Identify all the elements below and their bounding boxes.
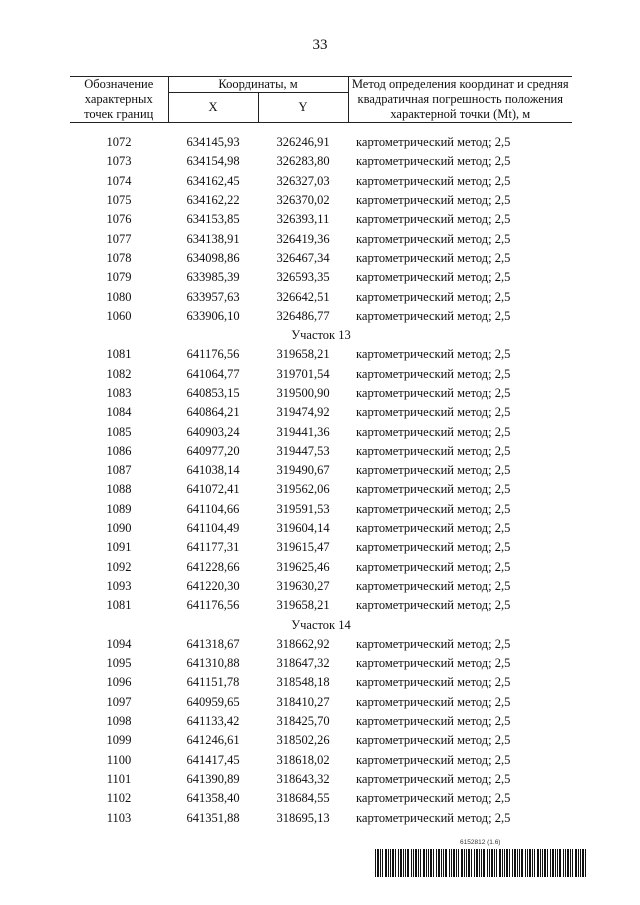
coord-y: 319474,92 [276, 405, 330, 420]
coord-y: 319615,47 [276, 540, 330, 555]
coord-x: 640853,15 [186, 386, 240, 400]
coord-x: 641064,77 [186, 366, 240, 381]
coord-y: 326486,77 [276, 308, 330, 323]
table-row [70, 365, 572, 384]
coord-x: 641104,66 [186, 501, 240, 516]
coord-y: 319658,21 [276, 347, 330, 362]
table-row [70, 287, 572, 306]
coord-x: 641133,42 [186, 714, 240, 729]
point-id: 1087 [106, 463, 132, 478]
method-cell: картометрический метод; 2,5 [356, 578, 511, 593]
coord-x: 641351,88 [186, 810, 240, 825]
table-row [70, 172, 572, 191]
method-cell: картометрический метод; 2,5 [356, 366, 511, 381]
header-y: Y [258, 93, 348, 123]
table-row [70, 229, 572, 248]
section-row [70, 615, 572, 634]
coord-x: 641176,56 [186, 347, 240, 362]
point-id: 1101 [106, 771, 132, 786]
method-cell: картометрический метод; 2,5 [356, 501, 511, 516]
point-id: 1092 [106, 559, 132, 574]
point-id: 1081 [106, 347, 132, 362]
method-cell: картометрический метод; 2,5 [356, 521, 511, 536]
method-cell: картометрический метод; 2,5 [356, 733, 511, 748]
coord-x: 633985,39 [186, 270, 240, 285]
coord-y: 318410,27 [276, 694, 330, 709]
coord-y: 319441,36 [276, 424, 330, 439]
coord-y: 319447,53 [276, 443, 330, 458]
coord-x: 634154,98 [186, 154, 240, 169]
table-row [70, 519, 572, 538]
coord-x: 641220,30 [186, 578, 240, 593]
coord-y: 319658,21 [276, 598, 330, 613]
table-row [70, 770, 572, 789]
coord-y: 319625,46 [276, 559, 330, 574]
method-cell: картометрический метод; 2,5 [356, 347, 511, 362]
coord-y: 318618,02 [276, 752, 330, 767]
coord-x: 634153,85 [186, 212, 240, 227]
method-cell: картометрический метод; 2,5 [356, 424, 511, 439]
table-row [70, 731, 572, 750]
table-row [70, 558, 572, 577]
method-cell: картометрический метод; 2,5 [356, 675, 511, 690]
method-cell: картометрический метод; 2,5 [356, 771, 511, 786]
page-number: 33 [312, 37, 328, 53]
table-row [70, 422, 572, 441]
point-id: 1085 [106, 424, 132, 439]
coord-y: 326370,02 [276, 193, 330, 208]
point-id: 1060 [106, 308, 132, 323]
table-row [70, 673, 572, 692]
point-id: 1098 [106, 714, 132, 729]
coord-x: 634162,45 [186, 173, 240, 188]
coord-x: 641228,66 [186, 559, 240, 574]
point-id: 1082 [106, 366, 132, 381]
point-id: 1084 [106, 405, 132, 420]
point-id: 1088 [106, 482, 132, 497]
table-row [70, 152, 572, 171]
point-id: 1090 [106, 521, 132, 536]
coord-y: 318643,32 [276, 771, 330, 786]
table-row [70, 808, 572, 827]
table-row [70, 654, 572, 673]
point-id: 1076 [106, 212, 132, 227]
coord-x: 633906,10 [186, 308, 240, 323]
point-id: 1077 [106, 231, 132, 246]
method-cell: картометрический метод; 2,5 [356, 173, 511, 188]
point-id: 1102 [106, 791, 132, 806]
method-cell: картометрический метод; 2,5 [356, 308, 511, 323]
point-id: 1083 [106, 386, 132, 400]
section-row [70, 326, 572, 345]
point-id: 1091 [106, 540, 132, 555]
coord-y: 318502,26 [276, 733, 330, 748]
coord-y: 326642,51 [276, 289, 330, 304]
point-id: 1078 [106, 250, 132, 265]
coord-x: 641176,56 [186, 598, 240, 613]
coord-y: 318695,13 [276, 810, 330, 825]
coord-x: 641417,45 [186, 752, 240, 767]
method-cell: картометрический метод; 2,5 [356, 193, 511, 208]
header-method: Метод определения координат и средняя квадратичная погрешность положения характерной точки (Mt), м [348, 77, 572, 123]
table-row [70, 480, 572, 499]
coord-y: 326593,35 [276, 270, 330, 285]
coord-y: 326419,36 [276, 231, 330, 246]
method-cell: картометрический метод; 2,5 [356, 405, 511, 420]
method-cell: картометрический метод; 2,5 [356, 540, 511, 555]
table-row [70, 403, 572, 422]
method-cell: картометрический метод; 2,5 [356, 559, 511, 574]
table-row [70, 577, 572, 596]
method-cell: картометрический метод; 2,5 [356, 250, 511, 265]
table-row [70, 693, 572, 712]
method-cell: картометрический метод; 2,5 [356, 694, 511, 709]
table-row [70, 191, 572, 210]
coord-y: 326283,80 [276, 154, 330, 169]
point-id: 1100 [106, 752, 132, 767]
method-cell: картометрический метод; 2,5 [356, 231, 511, 246]
coord-x: 641151,78 [186, 675, 240, 690]
point-id: 1103 [106, 810, 132, 825]
coord-x: 640959,65 [186, 694, 240, 709]
coord-y: 326393,11 [276, 212, 330, 227]
point-id: 1079 [106, 270, 132, 285]
point-id: 1081 [106, 598, 132, 613]
point-id: 1080 [106, 289, 132, 304]
method-cell: картометрический метод; 2,5 [356, 714, 511, 729]
coord-y: 319701,54 [276, 366, 330, 381]
method-cell: картометрический метод; 2,5 [356, 289, 511, 304]
point-id: 1073 [106, 154, 132, 169]
header-x: X [168, 93, 258, 123]
coord-y: 318548,18 [276, 675, 330, 690]
section-title: Участок 13 [291, 328, 351, 343]
point-id: 1075 [106, 193, 132, 208]
table-row [70, 210, 572, 229]
coord-y: 319490,67 [276, 463, 330, 478]
coord-y: 319591,53 [276, 501, 330, 516]
point-id: 1094 [106, 636, 132, 651]
table-row [70, 307, 572, 326]
header-point-designation: Обозначение характерных точек границ [70, 77, 168, 123]
coord-x: 641318,67 [186, 636, 240, 651]
coordinates-table [70, 76, 572, 828]
point-id: 1074 [106, 173, 132, 188]
point-id: 1086 [106, 443, 132, 458]
coord-x: 641104,49 [186, 521, 240, 536]
point-id: 1099 [106, 733, 132, 748]
table-row [70, 384, 572, 403]
method-cell: картометрический метод; 2,5 [356, 656, 511, 671]
coord-x: 640903,24 [186, 424, 240, 439]
coord-x: 634138,91 [186, 231, 240, 246]
table-row [70, 133, 572, 152]
table-header [70, 77, 572, 134]
method-cell: картометрический метод; 2,5 [356, 752, 511, 767]
method-cell: картометрический метод; 2,5 [356, 154, 511, 169]
coord-x: 641038,14 [186, 463, 240, 478]
coord-y: 319604,14 [276, 521, 330, 536]
point-id: 1095 [106, 656, 132, 671]
method-cell: картометрический метод; 2,5 [356, 463, 511, 478]
method-cell: картометрический метод; 2,5 [356, 270, 511, 285]
method-cell: картометрический метод; 2,5 [356, 598, 511, 613]
coord-x: 641177,31 [186, 540, 240, 555]
coord-x: 641390,89 [186, 771, 240, 786]
table-row [70, 751, 572, 770]
method-cell: картометрический метод; 2,5 [356, 810, 511, 825]
table-row [70, 442, 572, 461]
coord-x: 633957,63 [186, 289, 240, 304]
coord-x: 640977,20 [186, 443, 240, 458]
coord-y: 318425,70 [276, 714, 330, 729]
coord-y: 318662,92 [276, 636, 330, 651]
method-cell: картометрический метод; 2,5 [356, 443, 511, 458]
document-code: 6152812 (1.6) [460, 839, 501, 846]
point-id: 1097 [106, 694, 132, 709]
coord-x: 641358,40 [186, 791, 240, 806]
table-row [70, 345, 572, 364]
table-row [70, 500, 572, 519]
barcode [375, 849, 589, 877]
coord-x: 634145,93 [186, 135, 240, 150]
table-row [70, 268, 572, 287]
table-row [70, 461, 572, 480]
coord-x: 640864,21 [186, 405, 240, 420]
coord-x: 641072,41 [186, 482, 240, 497]
method-cell: картометрический метод; 2,5 [356, 212, 511, 227]
header-coordinates: Координаты, м [168, 77, 348, 93]
table-row [70, 596, 572, 615]
table-row [70, 635, 572, 654]
table-row [70, 712, 572, 731]
coord-y: 319630,27 [276, 578, 330, 593]
table-row [70, 789, 572, 808]
method-cell: картометрический метод; 2,5 [356, 791, 511, 806]
point-id: 1089 [106, 501, 132, 516]
point-id: 1072 [106, 135, 132, 150]
table-body [70, 133, 572, 828]
table-row [70, 538, 572, 557]
method-cell: картометрический метод; 2,5 [356, 636, 511, 651]
coord-y: 318684,55 [276, 791, 330, 806]
coord-y: 319562,06 [276, 482, 330, 497]
coord-y: 319500,90 [276, 386, 330, 400]
method-cell: картометрический метод; 2,5 [356, 135, 511, 150]
point-id: 1093 [106, 578, 132, 593]
coord-y: 326327,03 [276, 173, 330, 188]
table-row [70, 249, 572, 268]
section-title: Участок 14 [291, 617, 351, 632]
method-cell: картометрический метод; 2,5 [356, 482, 511, 497]
point-id: 1096 [106, 675, 132, 690]
coord-y: 318647,32 [276, 656, 330, 671]
method-cell: картометрический метод; 2,5 [356, 386, 511, 400]
coord-x: 634162,22 [186, 193, 240, 208]
coord-x: 634098,86 [186, 250, 240, 265]
coord-y: 326467,34 [276, 250, 330, 265]
coord-x: 641310,88 [186, 656, 240, 671]
coord-x: 641246,61 [186, 733, 240, 748]
coord-y: 326246,91 [276, 135, 330, 150]
